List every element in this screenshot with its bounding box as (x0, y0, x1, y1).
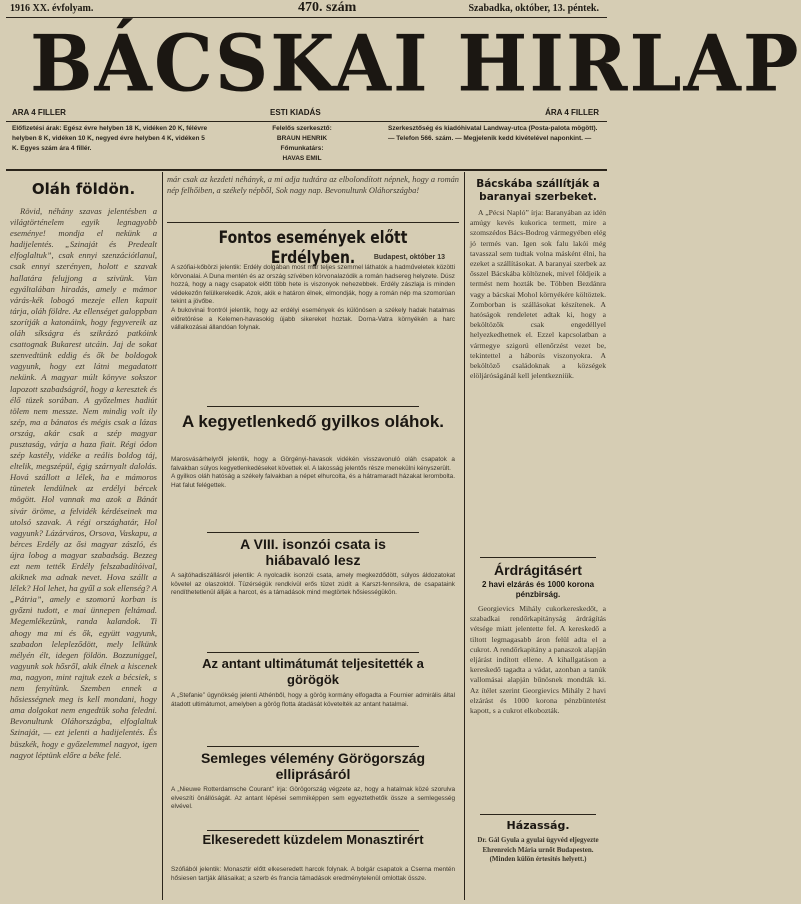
price-left: ARA 4 FILLER (12, 108, 66, 117)
right-article-1-body: A „Pécsi Napló” írja: Baranyában az idén amúgy kevés kukorica termett, mire a szomszédos Bács-Bodrog vármegyében elég jó termés van. Igen sok falu lakói még tavasszal sem tudtak volna másként élni, ha ezeket a szállításokat. A baranyai szerbek az ősszel Bácskába költöznek, mivel földjeik a termést nem hozták be. Többen Bezdánra vagy a bácskai Mohol környékére költöztek. Zomborban is szállásokat készítenek. A hatóságok rendeletet adtak ki, hogy a beköltözők csak engedéllyel helyezkedhetnek el. Ezzel kapcsolatban a vármegye szigorú ellenőrzést vezet be, tekintettel a háborús viszonyokra. A beköltöző családoknak a községek elöljáróságánál kell jelentkezniük. (470, 208, 606, 381)
headline-5: Elkeseredett küzdelem Monasztirért (202, 832, 424, 847)
right-article-3-title: Házasság. (506, 819, 570, 832)
coeditor-name: HAVAS EMIL (282, 155, 322, 162)
issue-year: 1916 XX. évfolyam. (10, 3, 94, 14)
right-rule-2 (480, 814, 596, 815)
right-article-2-subtitle: 2 havi elzárás és 1000 korona pénzbirság. (481, 580, 595, 599)
column-divider-right (464, 172, 465, 900)
right-article-1-title: Bácskába szállítják a baranyai szerbeket. (476, 178, 600, 203)
left-article-body: Rövid, néhány szavas jelentésben a világtörténelem egyik legnagyobb eseménye! mondja el nekünk a hadijelentés. „Szinaját és Predealt elfoglaltuk”, csak ennyi szenzációtlanul, csak ennyi szerényen, holott e szavak hallatára felujjong a szivünk. Van egyáltalában hiradás, amely e mámor várás-kék lobogó mezeje ellen kapuit tárja, oláh földre. Az ellenséget galoppban szorítják a katonáink, hogy fegyvereik az oláh síkságra és szikrázó patkóink csattognak Bukarest utcáin. Jaj de sokat szenvedtünk eddig és ők be boldogok vagyunk, hogy ezt látni megadatott nekünk. A magyar múlt könyve sokszor lapozott szabadságról, hogy a keresztek és élő tüzek sorában. A győzelmes hadiút tölem nem messze. Nem mindig volt ily szép, ma a bánatos és mégis csak a lázas ország, akár csak a szép magyar pusztaság, várja a haza fiait. Régi ódon szép kastély, vidéke a reális boldog táj, eltelik, megszépül, égig szárnyalt dalolás. Hová szállott a lélek, ha e mámoros tünetek lendülnek az erdélyi bércek mögött. Hol vannak ma azok a Bánát sivár öröme, a felvidék kérdéseinek ma utolsó szavak. A régi országhatár, Hol vagyunk? Lázárváros, Orsova, Vaskapu, a bérces Erdély az ősi magyar zászló, és újra lobog a magyar szabadság. Bezzeg ezt nem tették Erdély felszabadítóival, akiknek ma adnak nevet. Hova szállt a lélek? Hol lehet, ha gyűl a sok ellenség? A „Pátria”, amely e szomorú korban is győzni tudott, e mai ünnepen feltámad. Megemlékezünk, randa kalandok. Ti ahogy ma mi és ők, együtt vagyunk, szabadon lelepleződött, mely lelkünk mélyén élt, idegen földön. Bozzuniggel, vagyunk sok hősről, akik élnek a kiscenek ma, nagyon, mint rajtuk ezek a bécsiek, s nem fenyítünk. Szemben ennek a hősiességnek meg is kell mondani, hogy ama dolgokat nem engedtük soha feledni. Bevonultunk Oláhországba, elfoglaltuk Szinaját, — ezt jelenti a hadijelentés. És büszkék, hogy e győzelemmel nagyot, igen nagyot léptünk előre a béke felé. (10, 206, 157, 760)
office-info: Szerkesztőség és kiadóhivatal Landway-utca (Posta-palota mögött). — Telefon 566. szám. — Megjelenik kedd kivételével naponkint. — (388, 125, 598, 142)
main-dateline: Budapest, október 13 (373, 254, 445, 261)
masthead-rule (6, 121, 607, 122)
section-rule-5 (207, 830, 419, 831)
header-bottom-rule (6, 169, 607, 171)
issue-number: 470. szám (298, 0, 357, 15)
edition-label: ESTI KIADÁS (270, 108, 321, 117)
headline-1: A kegyetlenkedő gyilkos oláhok. (181, 412, 444, 431)
masthead-title: BÁCSKAI HIRLAP (30, 18, 801, 110)
strip-rule (167, 222, 459, 223)
section-rule-4 (207, 746, 419, 747)
price-right: ÁRA 4 FILLER (545, 108, 599, 117)
right-article-2-body: Georgievics Mihály cukorkereskedőt, a szabadkai rendőrkapitányság árdrágítás vétsége miatt jelentette fel. A kereskedő a tiltott legmagasabb áron felül adta el a cukrot. A rendőrkapitány a panaszok alapján eljárást indított ellene. A kihallgatáson a kereskedő tagadta a vádat, azonban a tanúk vallomásai alapján bűnösnek mondták ki. Az ítélet szerint Georgievics Mihály 2 havi elzárást és 1000 korona pénzbüntetést kapott, s a cukrot elkobozták. (470, 604, 606, 716)
section-rule-3 (207, 652, 419, 653)
editor-info (232, 124, 372, 166)
subscription-info: Előfizetési árak: Egész évre helyben 18 K, vidéken 20 K, félévre helyben 8 K, vidéken 10 K, negyed évre helyben 4 K, vidéken 5 K. Egyes szám ára 4 fillér. (12, 125, 208, 152)
left-article-title: Oláh földön. (31, 180, 136, 198)
issue-date: Szabadka, október, 13. péntek. (468, 3, 599, 14)
left-column (10, 174, 157, 900)
top-strip-text: már csak az kezdeti néhányk, a mi adja tudtára az elbolondított népnek, hogy a román nép felhőiben, a székely népből, Sok nagy nap. Bevonultunk Oláhországba! (167, 175, 459, 195)
headline-5-body: Szófiából jelentik: Monasztir előtt elkeseredett harcok folynak. A bolgár csapatok a Cserna mentén hősiesen tartják állásaikat; a szerb és francia támadások eredménytelenül omlottak össze. (171, 866, 455, 882)
right-article-2-title: Árdrágitásért (494, 562, 582, 578)
main-headline: Fontos események előtt Erdélyben. (218, 228, 408, 268)
coeditor-label: Főmunkatárs: (280, 145, 324, 152)
right-article-3-body: Dr. Gál Gyula a gyulai ügyvéd eljegyezte Ehrenreich Mária urnőt Budapesten. (Minden külön értesítés helyett.) (477, 836, 599, 863)
main-body: A szófiai-kőbörzi jelentik: Erdély dolgában most már teljes szemmel láthatók a hadműveletek közötti körvonalai. A Duna mentén és az ország szívében körvonalazódik a román hadsereg helyzete. Dúsz hozzá, hogy a nagy csapatok előtt több hete is viszonyok nehezebbek. Erdély zászlaja is minden védekezőn felülkerekedik. Azok, akik e határon élnek, elmondják, hogy a román nép ma szomorúan tekint a jövőbe. A bukovinai frontról jelentik, hogy az erdélyi események és különösen a székely hadak hatalmas előretörése a Kelemen-havasokig újabb sikereket hoztak. Dorna-Vatra környékén a harc vállalkozásai állandóan folynak. (171, 264, 455, 332)
headline-2-body: A sajtóhadiszállásról jelentik: A nyolcadik isonzói csata, amely megkezdődött, súlyos áldozatokat követel az olaszoktól. Tüzérségük rendkívül erős tüzet zúdít a Karszt-fennsíkra, de csapataink rendíthetetlenül állják a harcot, és a támadások mind megtörtek hősiességükön. (171, 572, 455, 597)
center-column (167, 174, 459, 900)
column-divider-left (162, 172, 163, 900)
headline-3: Az antant ultimátumát teljesitették a görögök (202, 656, 424, 687)
headline-1-body: Marosvásárhelyről jelentik, hogy a Görgényi-havasok vidékén visszavonuló oláh csapatok a falvakban súlyos kegyetlenkedéseket követtek el. A lakosság jelentős része menekülni kényszerült. A gyilkos oláh hatóság a székely falvakban a népet elhurcolta, és a hátramaradt házakat lerombolta. Hat falut felégettek. (171, 456, 455, 489)
section-rule-1 (207, 406, 419, 407)
headline-2: A VIII. isonzói csata is hiábavaló lesz (240, 536, 386, 568)
headline-4-body: A „Nieuwe Rotterdamsche Courant” írja: Görögország végzete az, hogy a hatalmak közé szorulva elveszíti önállóságát. Az antant lépései semmiképpen sem egyeztethetők össze a semlegesség elvével. (171, 786, 455, 811)
issue-line (6, 2, 607, 16)
right-rule-1 (480, 557, 596, 558)
headline-3-body: A „Stefanie” ügynökség jelenti Athénből, hogy a görög kormány elfogadta a Fournier admirális által átadott ultimátumot, amelyben a görög flotta átadását követelték az antant hatalmai. (171, 692, 455, 708)
headline-4: Semleges vélemény Görögország elliprásáról (200, 750, 426, 782)
right-column (470, 174, 606, 900)
section-rule-2 (207, 532, 419, 533)
editor-name: BRAUN HENRIK (276, 135, 328, 142)
editor-label: Felelős szerkesztő: (272, 125, 332, 132)
